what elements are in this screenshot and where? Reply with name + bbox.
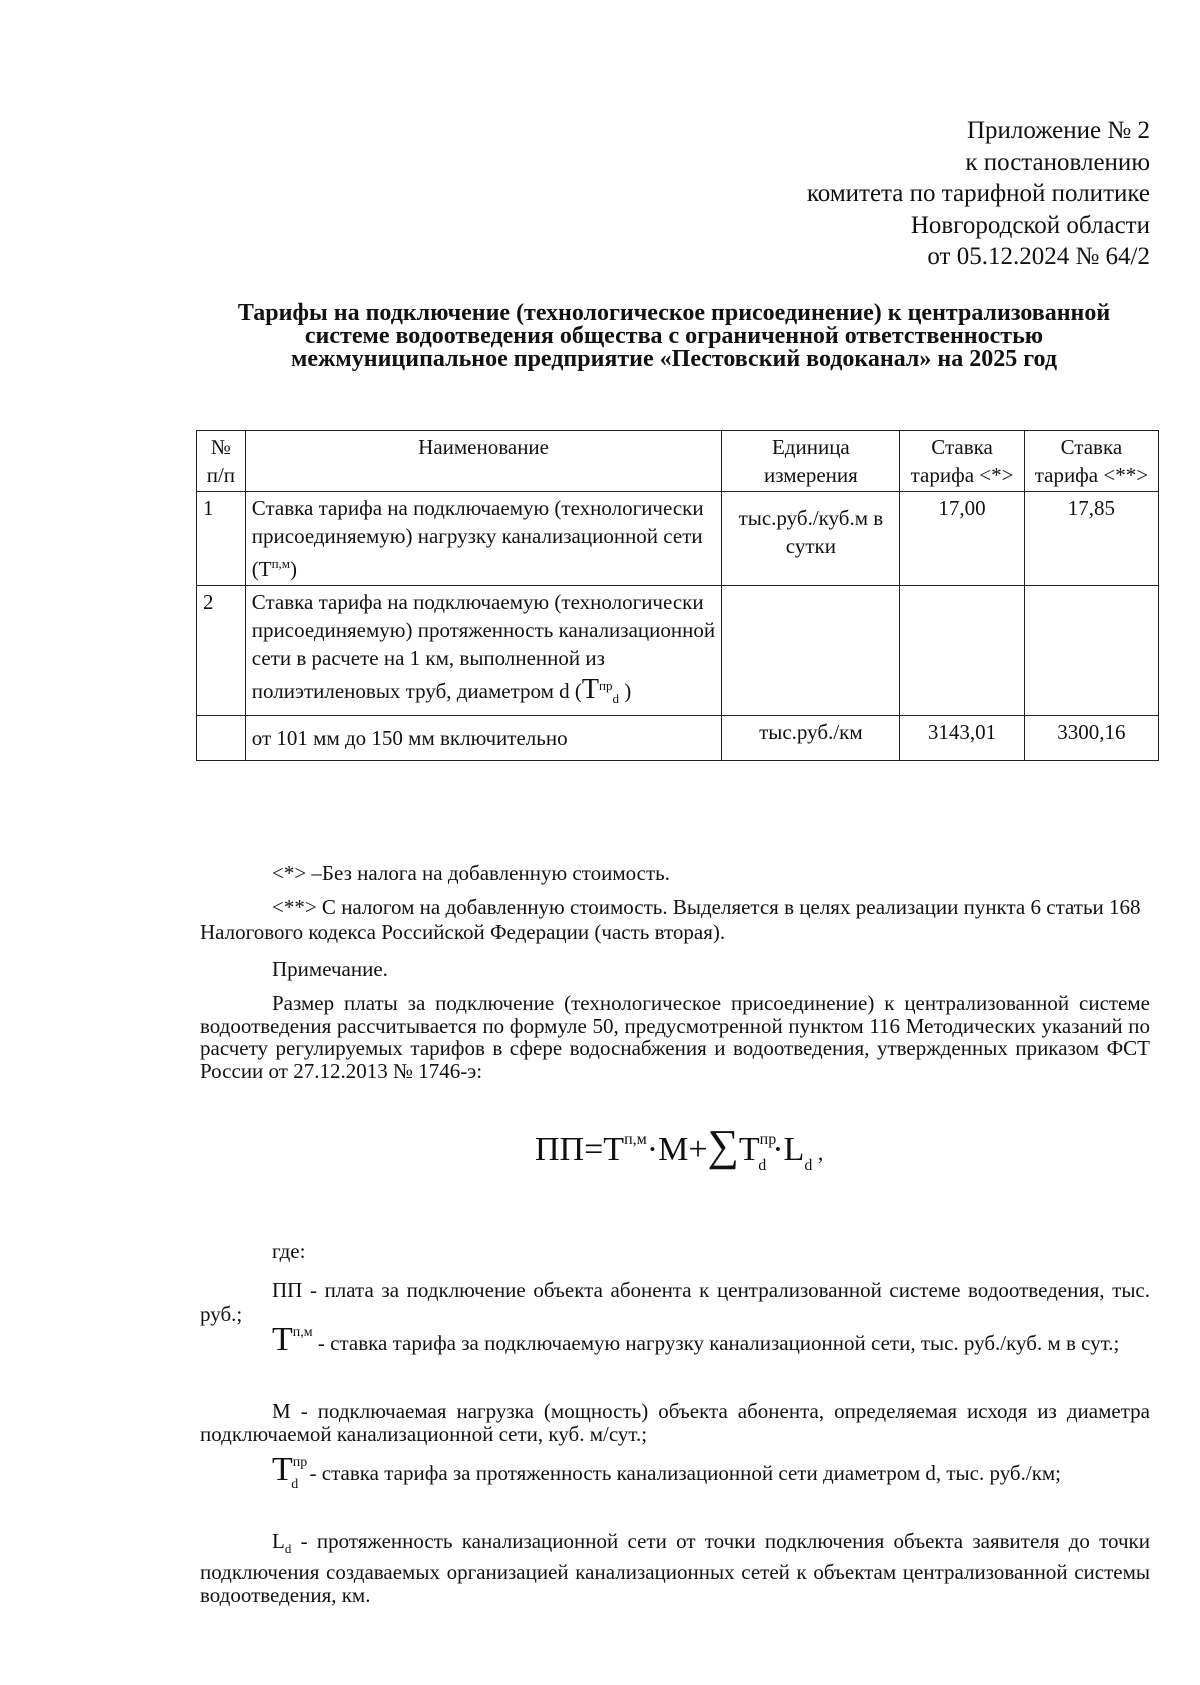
- header-rate-with-vat: Ставка тарифа <**>: [1024, 431, 1158, 492]
- appendix-line-3: комитета по тарифной политике: [806, 180, 1150, 207]
- row-rate-without-vat: 3143,01: [900, 716, 1024, 761]
- appendix-header: [807, 115, 1150, 273]
- row-num: 2: [197, 586, 246, 716]
- remark-label: Примечание.: [272, 957, 388, 981]
- formula-sigma: ∑: [707, 1121, 739, 1170]
- row-rate-without-vat: 17,00: [900, 492, 1024, 586]
- formula-equals: =: [584, 1131, 604, 1168]
- row-name-end: ): [619, 679, 632, 703]
- formula-t-pr-sup: пр: [759, 1131, 777, 1148]
- header-unit: Единица измерения: [722, 431, 900, 492]
- row-num: [197, 716, 246, 761]
- definition-t-pm-sup: п,м: [292, 1325, 313, 1340]
- row-name-text: Ставка тарифа на подключаемую (технологически присоединяемую) нагрузку канализационной сети (Т: [251, 496, 704, 581]
- formula-t-pm: Т: [603, 1131, 625, 1168]
- definition-t-pr: [200, 1448, 1150, 1500]
- definition-ld-sub: d: [284, 1541, 292, 1557]
- table-row: [197, 716, 1159, 761]
- definition-t-pm: [200, 1320, 1150, 1356]
- row-name-text: Ставка тарифа на подключаемую (технологически присоединяемую) протяженность канализационной сети в расчете на 1 км, выполненной из полиэтиленовых труб, диаметром d (: [251, 590, 716, 703]
- definition-ld: [200, 1530, 1150, 1608]
- formula-l-sub: d: [804, 1157, 813, 1174]
- row-num: 1: [197, 492, 246, 586]
- row-name-end: ): [290, 557, 298, 581]
- row-rate-with-vat: [1024, 586, 1158, 716]
- appendix-line-5: от 05.12.2024 № 64/2: [927, 243, 1150, 270]
- note-with-vat: <**> С налогом на добавленную стоимость. Выделяется в целях реализации пункта 6 статьи 168 Налогового кодекса Российской Федерации (часть вторая).: [200, 895, 1141, 944]
- definition-ld-text: - протяженность канализационной сети от точки подключения объекта заявителя до точки подключения создаваемых организацией канализационных сетей к объектам централизованной системы водоотведения, км.: [200, 1529, 1150, 1608]
- row-unit: тыс.руб./км: [722, 716, 900, 761]
- definition-m: М - подключаемая нагрузка (мощность) объекта абонента, определяемая исходя из диаметра подключаемой канализационной сети, куб. м/сут.;: [200, 1399, 1150, 1446]
- row-unit: [722, 586, 900, 716]
- formula-t-pr-sub: d: [758, 1157, 767, 1174]
- note-without-vat: <*> –Без налога на добавленную стоимость.: [272, 861, 670, 885]
- definition-t-pm-text: - ставка тарифа за подключаемую нагрузку канализационной сети, тыс. руб./куб. м в сут.;: [312, 1331, 1120, 1355]
- row-name-sub: d: [612, 691, 619, 707]
- formula-times-l: ·L: [772, 1131, 805, 1168]
- fee-formula: [535, 1120, 823, 1175]
- row-name-sup: п,м: [271, 556, 291, 571]
- row-name-symbol: Т: [581, 674, 600, 705]
- definition-t-pr-sup: пр: [292, 1455, 308, 1470]
- row-name: [245, 492, 722, 586]
- row-unit: тыс.руб./куб.м в сутки: [722, 492, 900, 586]
- definition-t-pr-text: - ставка тарифа за протяженность канализационной сети диаметром d, тыс. руб./км;: [304, 1461, 1062, 1485]
- formula-plus: +: [688, 1131, 708, 1168]
- formula-t-pm-sup: п,м: [624, 1131, 647, 1148]
- definition-pp: ПП - плата за подключение объекта абонента к централизованной системе водоотведения, тыс. руб.;: [200, 1278, 1150, 1326]
- row-rate-with-vat: 3300,16: [1024, 716, 1158, 761]
- definition-t-pr-symbol: Т: [272, 1451, 293, 1488]
- table-row: [197, 586, 1159, 716]
- table-header-row: [197, 431, 1159, 492]
- header-name: Наименование: [245, 431, 722, 492]
- document-title: Тарифы на подключение (технологическое присоединение) к централизованной системе водоотведения общества с ограниченной ответственностью межмуниципальное предприятие «Пестовский водоканал» на 2025 год: [237, 300, 1111, 372]
- formula-times-m: ·М: [646, 1131, 689, 1168]
- table-row: [197, 492, 1159, 586]
- appendix-line-4: Новгородской области: [910, 211, 1150, 239]
- where-label: где:: [272, 1239, 306, 1263]
- definition-t-pr-sub: d: [291, 1477, 299, 1492]
- definition-t-pm-symbol: Т: [272, 1321, 293, 1358]
- row-rate-with-vat: 17,85: [1024, 492, 1158, 586]
- appendix-line-1: Приложение № 2: [966, 117, 1150, 144]
- row-name: от 101 мм до 150 мм включительно: [245, 716, 722, 761]
- header-num: № п/п: [197, 431, 246, 492]
- definition-ld-symbol: L: [272, 1529, 285, 1553]
- row-rate-without-vat: [900, 586, 1024, 716]
- formula-t-pr: Т: [738, 1131, 760, 1168]
- formula-lhs: ПП: [535, 1131, 585, 1168]
- tariff-table: [196, 430, 1159, 761]
- remark-paragraph: Размер платы за подключение (технологическое присоединение) к централизованной системе водоотведения рассчитывается по формуле 50, предусмотренной пунктом 116 Методических указаний по расчету регулируемых тарифов в сфере водоснабжения и водоотведения, утвержденных приказом ФСТ России от 27.12.2013 № 1746-э:: [200, 991, 1150, 1083]
- row-name-sup: пр: [599, 678, 613, 693]
- appendix-line-2: к постановлению: [965, 148, 1150, 176]
- formula-comma: ,: [812, 1140, 824, 1165]
- header-rate-without-vat: Ставка тарифа <*>: [900, 431, 1024, 492]
- row-name: [245, 586, 722, 716]
